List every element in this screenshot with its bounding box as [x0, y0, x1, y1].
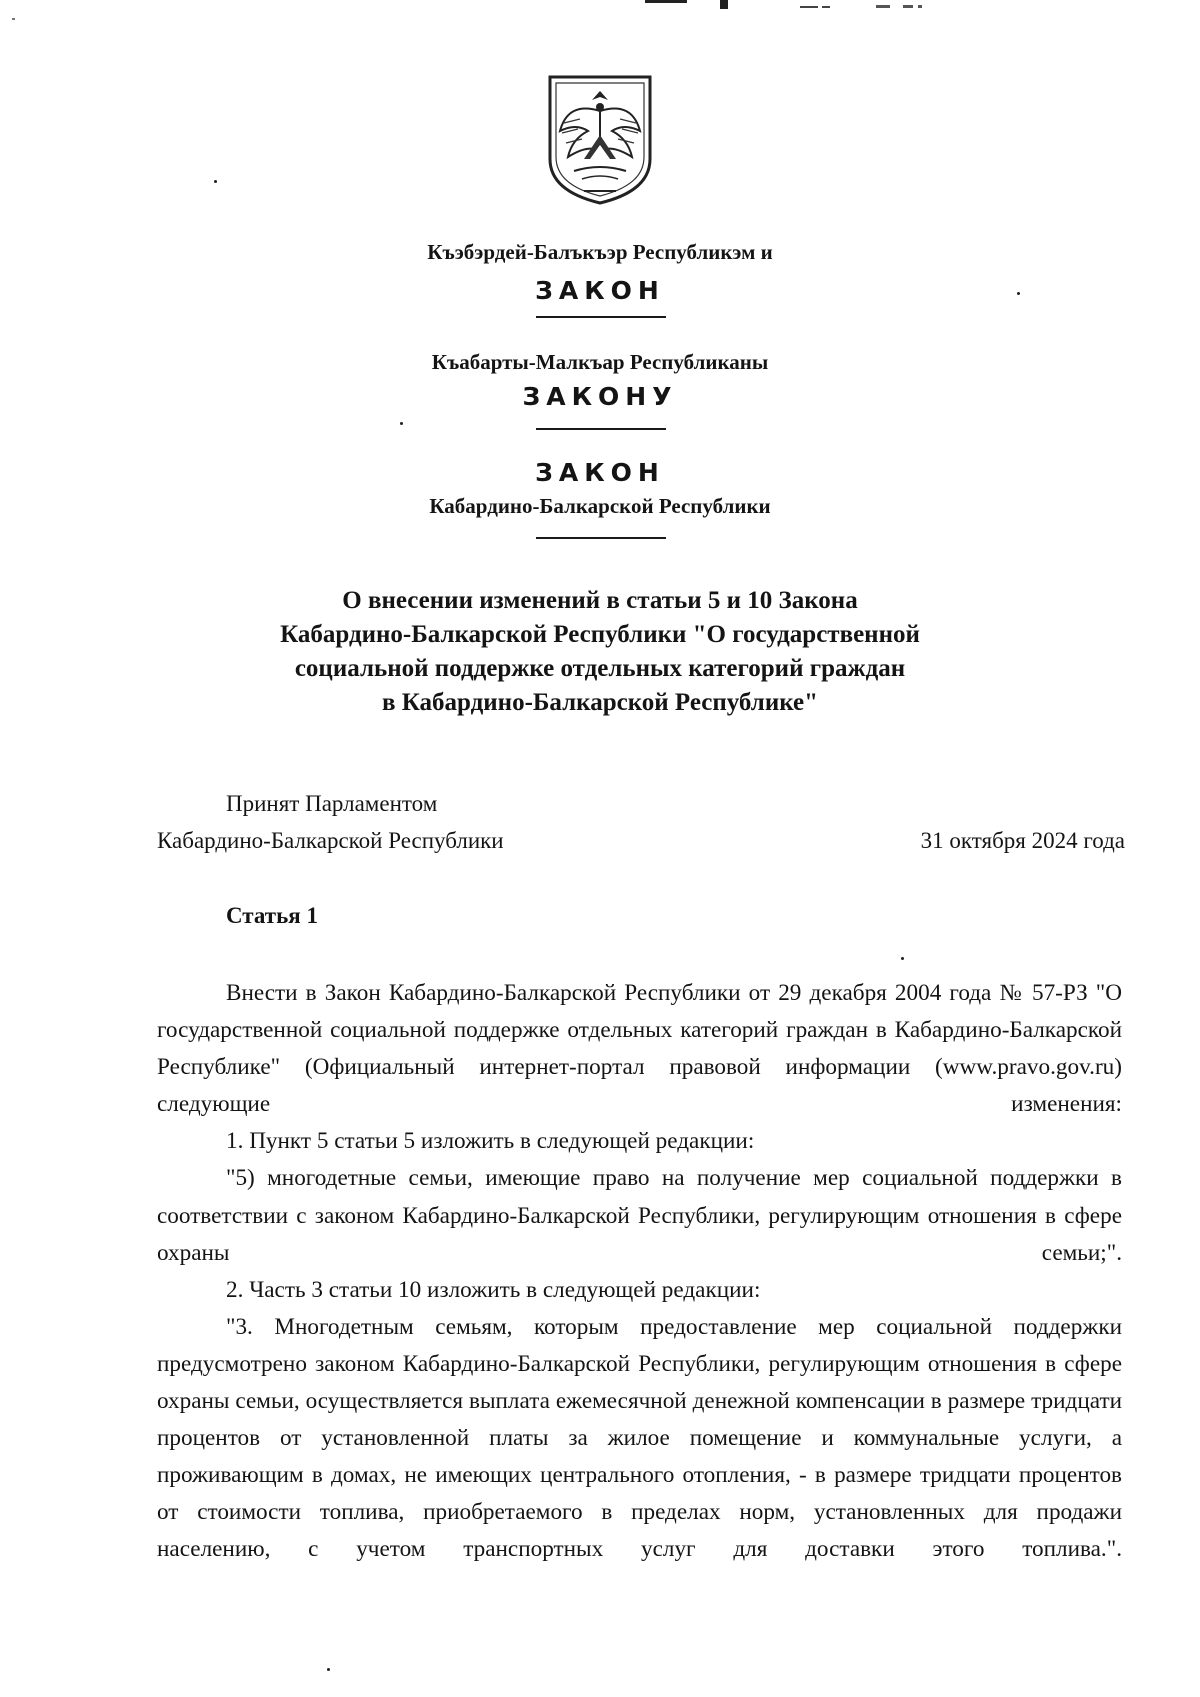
article-paragraph: "3. Многодетным семьям, которым предоставление мер социальной поддержки предусмотрено законом Кабардино-Балкарской Республики, регулирующим отношения в сфере охраны семьи, осуществляется выплата ежемесячной денежной компенсации в размере тридцати процентов от установленной платы за жилое помещение и коммунальные услуги, а проживающим в домах, не имеющих центрального отопления, - в размере тридцати процентов от стоимости топлива, приобретаемого в пределах норм, установленных для продажи населению, с учетом транспортных услуг для доставки этого топлива.".	[157, 1313, 1122, 1563]
law-title-line: О внесении изменений в статьи 5 и 10 Закона	[342, 587, 858, 614]
article-paragraph: 1. Пункт 5 статьи 5 изложить в следующей редакции:	[226, 1128, 755, 1155]
kabardian-title: Къэбэрдей-Балъкъэр Республикэм и	[427, 240, 773, 264]
article-paragraph: "5) многодетные семьи, имеющие право на получение мер социальной поддержки в соответствии с законом Кабардино-Балкарской Республики, регулирующим отношения в сфере охраны семьи;".	[157, 1165, 1122, 1266]
law-title-line: в Кабардино-Балкарской Республике"	[381, 689, 818, 716]
russian-title: Кабардино-Балкарской Республики	[429, 494, 771, 518]
article-body	[157, 975, 1122, 1569]
kabardian-law-heading: ЗАКОН	[535, 276, 665, 305]
scan-speck	[400, 422, 403, 425]
divider	[536, 428, 666, 430]
coat-of-arms-icon	[544, 67, 656, 209]
scan-speck	[901, 957, 904, 960]
divider	[536, 537, 666, 539]
scan-speck	[327, 1668, 330, 1671]
scan-speck	[1017, 292, 1020, 295]
law-title-line: социальной поддержке отдельных категорий граждан	[294, 655, 906, 682]
divider	[536, 316, 666, 318]
adoption-line-1: Принят Парламентом	[226, 791, 438, 816]
article-heading: Статья 1	[226, 903, 318, 928]
article-paragraph: 2. Часть 3 статьи 10 изложить в следующей редакции:	[226, 1276, 761, 1303]
adoption-line-2: Кабардино-Балкарской Республики	[157, 828, 504, 853]
scan-speck	[214, 180, 217, 183]
law-title-line: Кабардино-Балкарской Республики "О государственной	[280, 621, 920, 648]
scan-artifacts	[0, 0, 1200, 20]
balkar-title: Къабарты-Малкъар Республиканы	[431, 350, 769, 374]
balkar-law-heading: ЗАКОНУ	[522, 382, 678, 411]
russian-law-heading: ЗАКОН	[535, 458, 665, 487]
article-paragraph: Внести в Закон Кабардино-Балкарской Республики от 29 декабря 2004 года № 57-РЗ "О государственной социальной поддержке отдельных категорий граждан в Кабардино-Балкарской Республике" (Официальный интернет-портал правовой информации (www.pravo.gov.ru) следующие изменения:	[157, 980, 1122, 1118]
law-title	[0, 584, 1200, 720]
adoption-date: 31 октября 2024 года	[920, 828, 1125, 853]
